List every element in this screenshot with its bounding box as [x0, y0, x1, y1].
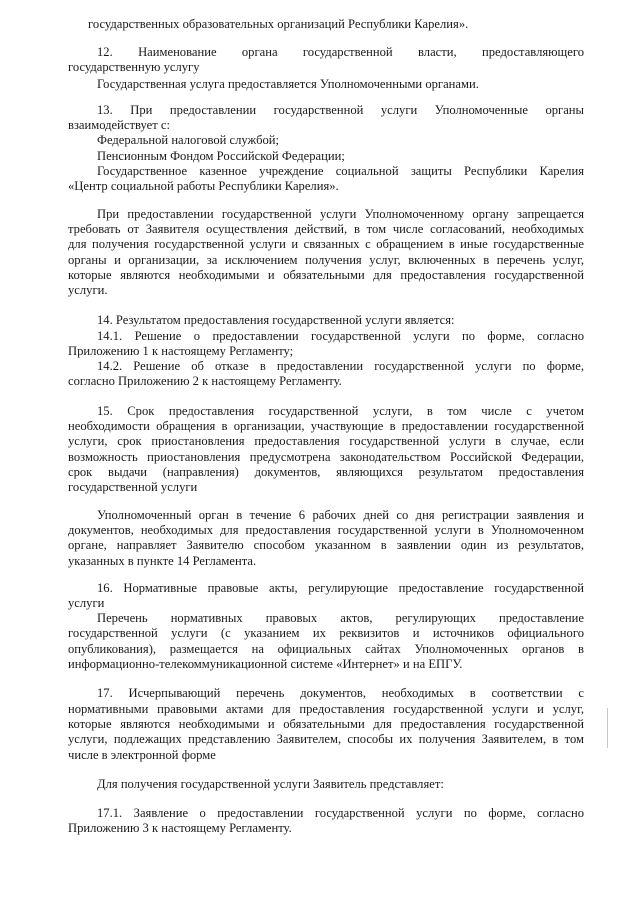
text-line: услуги, подлежащих представлению Заявителем, способы их получения Заявителем, в том [68, 732, 584, 746]
scan-artifact [607, 708, 608, 748]
text-line: опубликования), размещается на официальных сайтах Уполномоченных органов в [68, 642, 584, 656]
text-line: государственной услуги [68, 480, 198, 494]
text-line: Пенсионным Фондом Российской Федерации; [97, 149, 345, 163]
text-line: «Центр социальной работы Республики Карелия». [68, 179, 339, 193]
text-line: 14.1. Решение о предоставлении государственной услуги по форме, согласно [97, 329, 584, 343]
section-17-1-item: 17.1. Заявление о предоставлении государственной услуги по форме, согласно [97, 806, 584, 820]
text-line: Для получения государственной услуги Заявитель представляет: [97, 777, 444, 791]
text-line: государственную услугу [68, 60, 200, 74]
text-line: Приложению 1 к настоящему Регламенту; [68, 344, 294, 358]
text-line: которые являются необходимыми и обязательными для предоставления государственной [68, 717, 584, 731]
text-line: При предоставлении государственной услуги Уполномоченному органу запрещается [97, 207, 584, 221]
text-line: необходимости обращения в организации, участвующие в предоставлении государственной [68, 419, 584, 433]
text-line: числе в электронной форме [68, 748, 216, 762]
text-line: государственных образовательных организаций Республики Карелия». [88, 17, 469, 31]
text-line: взаимодействует с: [68, 118, 170, 132]
section-16-heading: 16. Нормативные правовые акты, регулирующие предоставление государственной [97, 581, 584, 595]
text-line: органе, направляет Заявителю способом указанном в заявлении один из результатов, [68, 538, 584, 552]
text-line: Государственное казенное учреждение социальной защиты Республики Карелия [97, 164, 584, 178]
text-line: возможность приостановления предусмотрена законодательством Российской Федерации, [68, 450, 584, 464]
section-17-heading: 17. Исчерпывающий перечень документов, необходимых в соответствии с [97, 686, 584, 700]
text-line: услуги. [68, 283, 108, 297]
text-line: которые являются необходимыми и обязательными для предоставления государственной [68, 268, 584, 282]
text-line: 14.2. Решение об отказе в предоставлении государственной услуги по форме, [97, 359, 584, 373]
text-line: требовать от Заявителя осуществления действий, в том числе согласований, необходимых [68, 222, 584, 236]
text-line: информационно-телекоммуникационной системе «Интернет» и на ЕПГУ. [68, 657, 463, 671]
text-line: указанных в пункте 14 Регламента. [68, 554, 257, 568]
section-13-heading: 13. При предоставлении государственной услуги Уполномоченные органы [97, 103, 584, 117]
text-line: документов, необходимых для предоставления государственной услуги в Уполномоченном [68, 523, 584, 537]
text-line: Приложению 3 к настоящему Регламенту. [68, 821, 292, 835]
text-line: Федеральной налоговой службой; [97, 133, 280, 147]
section-14-heading: 14. Результатом предоставления государственной услуги является: [97, 313, 455, 327]
section-15-heading: 15. Срок предоставления государственной услуги, в том числе с учетом [97, 404, 584, 418]
text-line: Государственная услуга предоставляется Уполномоченными органами. [97, 77, 479, 91]
text-line: согласно Приложению 2 к настоящему Регламенту. [68, 374, 342, 388]
text-line: государственной услуги (с указанием их реквизитов и источников официального [68, 626, 584, 640]
text-line: услуги, срок приостановления предоставления государственной услуги в случае, если [68, 434, 584, 448]
text-line: срок выдачи (направления) документов, являющихся результатом предоставления [68, 465, 584, 479]
section-12-heading: 12. Наименование органа государственной власти, предоставляющего [97, 45, 584, 59]
text-line: для получения государственной услуги и связанных с обращением в иные государственные [68, 237, 584, 251]
text-line: органы и организации, за исключением получения услуг, включенных в перечень услуг, [68, 253, 584, 267]
text-line: нормативными правовыми актами для предоставления государственной услуги и услуг, [68, 702, 584, 716]
text-line: Перечень нормативных правовых актов, регулирующих предоставление [97, 611, 584, 625]
text-line: услуги [68, 596, 105, 610]
text-line: Уполномоченный орган в течение 6 рабочих дней со дня регистрации заявления и [97, 508, 584, 522]
